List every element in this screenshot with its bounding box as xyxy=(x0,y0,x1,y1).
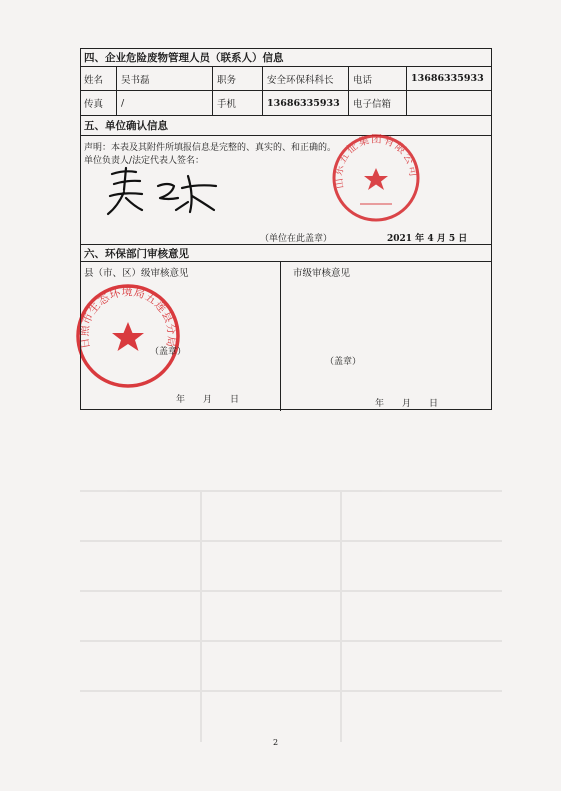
company-seal-text: 山东五征集团有限公司 xyxy=(332,133,420,190)
county-review-label: 县（市、区）级审核意见 xyxy=(84,268,189,279)
mobile-value: 13686335933 xyxy=(262,91,348,115)
email-value xyxy=(406,91,492,115)
handwritten-signature xyxy=(102,166,227,221)
name-label: 姓名 xyxy=(84,74,104,86)
city-seal-note: （盖章） xyxy=(325,357,362,367)
section6-title-row xyxy=(80,244,492,261)
section4-title: 四、企业危险废物管理人员（联系人）信息 xyxy=(84,51,284,64)
contact-row-1 xyxy=(80,66,492,90)
section5-title-row xyxy=(80,115,492,135)
section6-body xyxy=(77,261,492,410)
declaration-text: 声明：本表及其附件所填报信息是完整的、真实的、和正确的。 xyxy=(84,143,337,153)
fax-value: / xyxy=(116,91,212,115)
section6-title: 六、环保部门审核意见 xyxy=(84,247,189,260)
reverse-side-bleed-through xyxy=(80,420,500,750)
signature-label: 单位负责人/法定代表人签名： xyxy=(84,156,205,166)
bureau-seal xyxy=(74,282,182,390)
page-number: 2 xyxy=(273,738,279,747)
unit-seal-note: （单位在此盖章） xyxy=(260,234,333,244)
position-label: 职务 xyxy=(212,67,262,90)
section4-title-row xyxy=(80,48,492,66)
city-review-cell xyxy=(280,262,492,411)
name-value: 吴书磊 xyxy=(116,67,212,90)
hazardous-waste-form xyxy=(77,48,492,410)
mobile-label: 手机 xyxy=(212,91,262,115)
section5-body xyxy=(80,135,492,244)
section5-title: 五、单位确认信息 xyxy=(84,120,168,132)
bureau-seal-text: 日照市生态环境局五莲县分局 xyxy=(77,285,179,350)
county-review-date: 年 月 日 xyxy=(176,395,240,405)
company-seal xyxy=(330,132,422,224)
position-value: 安全环保科科长 xyxy=(262,67,348,90)
phone-label: 电话 xyxy=(348,67,406,90)
phone-value: 13686335933 xyxy=(406,67,492,90)
email-label: 电子信箱 xyxy=(348,91,406,115)
city-review-date: 年 月 日 xyxy=(375,399,439,409)
city-review-label: 市级审核意见 xyxy=(293,268,351,279)
confirmation-date: 2021 年 4 月 5 日 xyxy=(387,234,468,244)
fax-label: 传真 xyxy=(84,99,104,110)
county-seal-note: （盖章） xyxy=(150,347,187,357)
contact-row-2 xyxy=(80,90,492,115)
